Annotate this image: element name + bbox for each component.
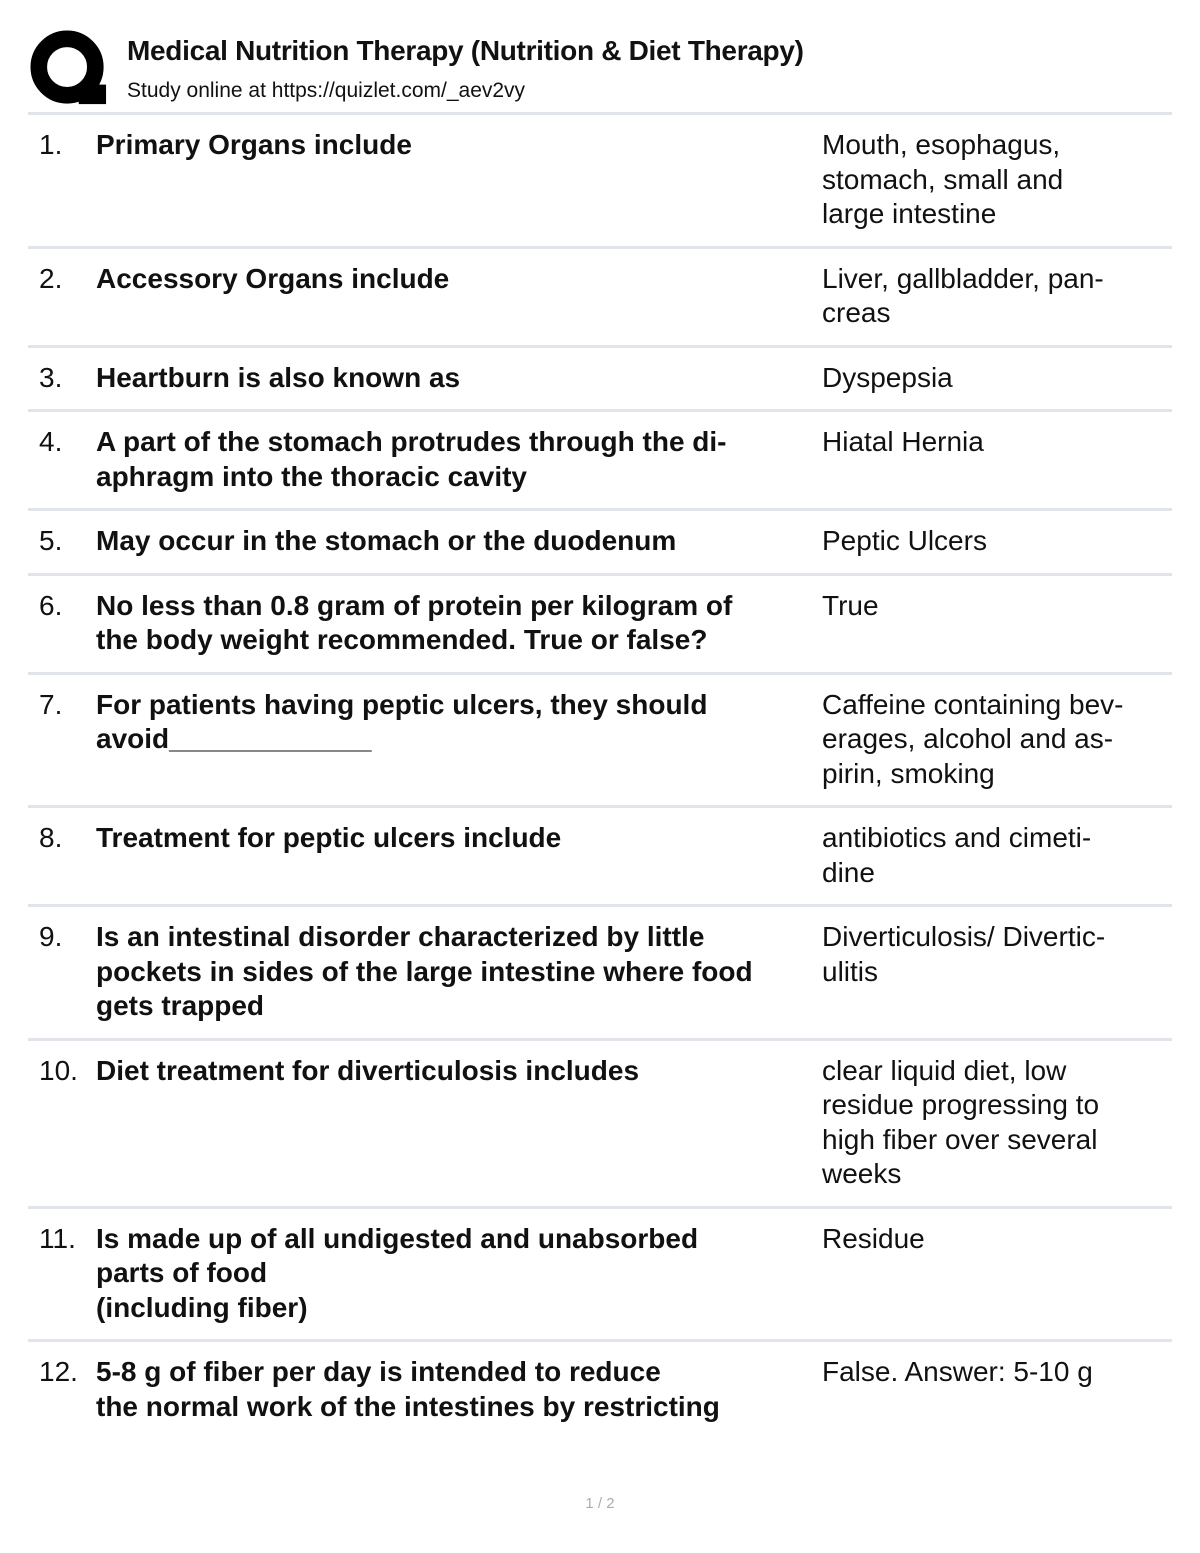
card-term: Heartburn is also known as (96, 361, 461, 393)
study-online-link[interactable]: Study online at https://quizlet.com/_aev2vy (127, 79, 526, 102)
card-term: No less than 0.8 gram of protein per kilogram of the body weight recommended. True or false? (96, 589, 733, 655)
card-definition: True (822, 589, 879, 621)
card-term: For patients having peptic ulcers, they should avoid_____________ (96, 688, 708, 754)
flashcard-row (28, 805, 1172, 904)
card-definition: Diverticulosis/ Divertic- ulitis (822, 921, 1106, 987)
card-number: 12. (39, 1356, 78, 1387)
flashcard-row (28, 508, 1172, 573)
flashcard-row (28, 1339, 1172, 1438)
flashcard-row (28, 672, 1172, 806)
card-number: 8. (39, 822, 63, 853)
card-term: 5-8 g of fiber per day is intended to reduce the normal work of the intestines by restricting (96, 1356, 720, 1422)
card-definition: False. Answer: 5-10 g (822, 1356, 1093, 1387)
card-number: 3. (39, 361, 63, 393)
flashcard-row (28, 345, 1172, 410)
card-definition: clear liquid diet, low residue progressing to high fiber over several weeks (822, 1054, 1100, 1189)
card-term: Is an intestinal disorder characterized by little pockets in sides of the large intestine where food gets trapped (96, 921, 753, 1021)
card-number: 7. (39, 688, 63, 720)
card-definition: Hiatal Hernia (822, 426, 984, 457)
card-number: 1. (39, 129, 63, 160)
card-number: 9. (39, 921, 63, 952)
quizlet-q-logo-icon (30, 30, 108, 108)
flashcard-row (28, 1038, 1172, 1206)
card-number: 5. (39, 525, 63, 556)
card-term: Primary Organs include (96, 129, 412, 160)
card-term: Is made up of all undigested and unabsorbed parts of food (including fiber) (96, 1222, 699, 1323)
card-definition: Mouth, esophagus, stomach, small and large intestine (822, 129, 1064, 229)
card-term: May occur in the stomach or the duodenum (96, 525, 677, 556)
card-definition: Dyspepsia (822, 361, 953, 393)
flashcard-row (28, 573, 1172, 672)
flashcard-row (28, 409, 1172, 508)
document-header (28, 28, 1172, 112)
card-term: Accessory Organs include (96, 262, 450, 294)
card-number: 2. (39, 262, 63, 294)
card-definition: Residue (822, 1222, 925, 1254)
card-definition: Liver, gallbladder, pan- creas (822, 262, 1104, 328)
flashcard-row (28, 1206, 1172, 1340)
card-term: Diet treatment for diverticulosis includes (96, 1054, 640, 1086)
card-number: 11. (39, 1222, 76, 1254)
flashcard-row (28, 904, 1172, 1038)
card-number: 6. (39, 589, 63, 621)
card-term: Treatment for peptic ulcers include (96, 822, 562, 853)
card-definition: antibiotics and cimeti- dine (822, 822, 1092, 888)
page-title: Medical Nutrition Therapy (Nutrition & Diet Therapy) (127, 35, 804, 66)
page-number: 1 / 2 (585, 1495, 615, 1512)
card-number: 10. (39, 1054, 78, 1086)
flashcard-row (28, 246, 1172, 345)
card-definition: Caffeine containing bev- erages, alcohol and as- pirin, smoking (822, 688, 1124, 789)
card-number: 4. (39, 426, 63, 457)
card-term: A part of the stomach protrudes through the di- aphragm into the thoracic cavity (96, 426, 727, 492)
flashcard-row (28, 112, 1172, 246)
card-definition: Peptic Ulcers (822, 525, 987, 556)
